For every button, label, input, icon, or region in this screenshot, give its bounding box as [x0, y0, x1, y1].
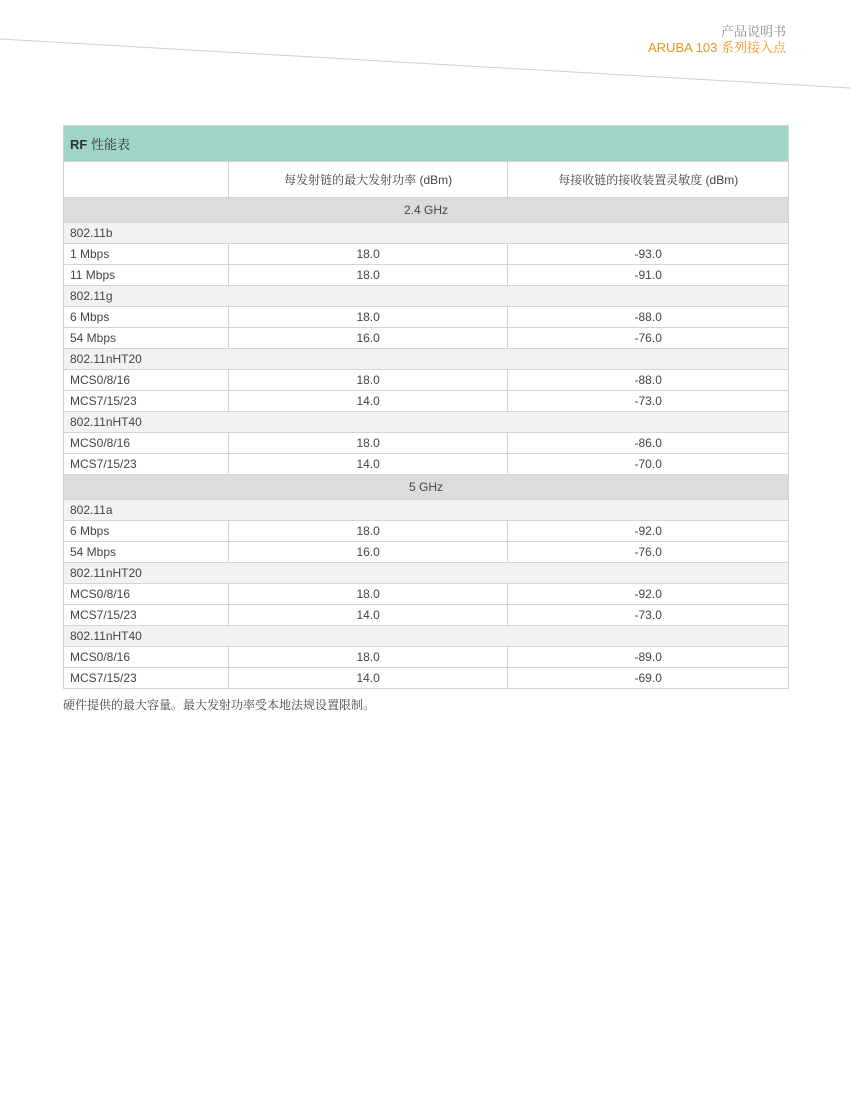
- band-row: [64, 475, 789, 500]
- mode-label: 802.11nHT40: [64, 626, 789, 647]
- rate-cell: MCS7/15/23: [64, 391, 229, 412]
- tx-power-cell: 14.0: [228, 391, 508, 412]
- table-row: [64, 307, 789, 328]
- table-row: [64, 265, 789, 286]
- column-header-empty: [64, 162, 229, 198]
- mode-row: [64, 626, 789, 647]
- mode-label: 802.11b: [64, 223, 789, 244]
- mode-row: [64, 349, 789, 370]
- table-row: [64, 244, 789, 265]
- table-row: [64, 328, 789, 349]
- mode-row: [64, 286, 789, 307]
- rx-sensitivity-cell: -92.0: [508, 584, 789, 605]
- tx-power-cell: 18.0: [228, 244, 508, 265]
- rate-cell: 54 Mbps: [64, 542, 229, 563]
- rate-cell: MCS0/8/16: [64, 433, 229, 454]
- rate-cell: 6 Mbps: [64, 521, 229, 542]
- table-row: [64, 391, 789, 412]
- rx-sensitivity-cell: -76.0: [508, 328, 789, 349]
- rate-cell: MCS0/8/16: [64, 584, 229, 605]
- rx-sensitivity-cell: -73.0: [508, 605, 789, 626]
- rf-performance-table: [63, 125, 789, 689]
- rx-sensitivity-cell: -86.0: [508, 433, 789, 454]
- column-header-row: [64, 162, 789, 198]
- mode-label: 802.11nHT20: [64, 563, 789, 584]
- table-title-row: [64, 126, 789, 162]
- rate-cell: 1 Mbps: [64, 244, 229, 265]
- table-row: [64, 454, 789, 475]
- rx-sensitivity-cell: -88.0: [508, 307, 789, 328]
- mode-label: 802.11nHT40: [64, 412, 789, 433]
- rx-sensitivity-cell: -76.0: [508, 542, 789, 563]
- mode-label: 802.11a: [64, 500, 789, 521]
- band-row: [64, 198, 789, 223]
- rate-cell: 54 Mbps: [64, 328, 229, 349]
- doc-type-label: 产品说明书: [720, 24, 786, 39]
- rate-cell: 11 Mbps: [64, 265, 229, 286]
- rx-sensitivity-cell: -92.0: [508, 521, 789, 542]
- rate-cell: MCS0/8/16: [64, 647, 229, 668]
- mode-row: [64, 223, 789, 244]
- table-title: RF 性能表: [64, 126, 789, 162]
- mode-label: 802.11nHT20: [64, 349, 789, 370]
- footnote: 硬件提供的最大容量。最大发射功率受本地法规设置限制。: [63, 698, 376, 712]
- tx-power-cell: 18.0: [228, 307, 508, 328]
- rx-sensitivity-cell: -91.0: [508, 265, 789, 286]
- table-row: [64, 668, 789, 689]
- tx-power-cell: 18.0: [228, 370, 508, 391]
- mode-row: [64, 500, 789, 521]
- table-row: [64, 433, 789, 454]
- rate-cell: 6 Mbps: [64, 307, 229, 328]
- tx-power-cell: 14.0: [228, 454, 508, 475]
- rx-sensitivity-cell: -73.0: [508, 391, 789, 412]
- rx-sensitivity-cell: -93.0: [508, 244, 789, 265]
- tx-power-cell: 16.0: [228, 542, 508, 563]
- rate-cell: MCS0/8/16: [64, 370, 229, 391]
- rate-cell: MCS7/15/23: [64, 454, 229, 475]
- rx-sensitivity-cell: -69.0: [508, 668, 789, 689]
- tx-power-cell: 14.0: [228, 668, 508, 689]
- tx-power-cell: 14.0: [228, 605, 508, 626]
- tx-power-cell: 16.0: [228, 328, 508, 349]
- product-name: ARUBA 103 系列接入点: [648, 40, 786, 55]
- band-label: 5 GHz: [64, 475, 789, 500]
- table-row: [64, 605, 789, 626]
- band-label: 2.4 GHz: [64, 198, 789, 223]
- tx-power-cell: 18.0: [228, 584, 508, 605]
- column-header-rx-sensitivity: 每接收链的接收装置灵敏度 (dBm): [508, 162, 789, 198]
- rx-sensitivity-cell: -70.0: [508, 454, 789, 475]
- rate-cell: MCS7/15/23: [64, 605, 229, 626]
- mode-label: 802.11g: [64, 286, 789, 307]
- rate-cell: MCS7/15/23: [64, 668, 229, 689]
- rx-sensitivity-cell: -88.0: [508, 370, 789, 391]
- document-header: [648, 24, 786, 56]
- tx-power-cell: 18.0: [228, 521, 508, 542]
- mode-row: [64, 412, 789, 433]
- table-row: [64, 521, 789, 542]
- table-row: [64, 647, 789, 668]
- column-header-tx-power: 每发射链的最大发射功率 (dBm): [228, 162, 508, 198]
- table-row: [64, 370, 789, 391]
- table-row: [64, 584, 789, 605]
- tx-power-cell: 18.0: [228, 433, 508, 454]
- tx-power-cell: 18.0: [228, 647, 508, 668]
- table-row: [64, 542, 789, 563]
- tx-power-cell: 18.0: [228, 265, 508, 286]
- mode-row: [64, 563, 789, 584]
- rx-sensitivity-cell: -89.0: [508, 647, 789, 668]
